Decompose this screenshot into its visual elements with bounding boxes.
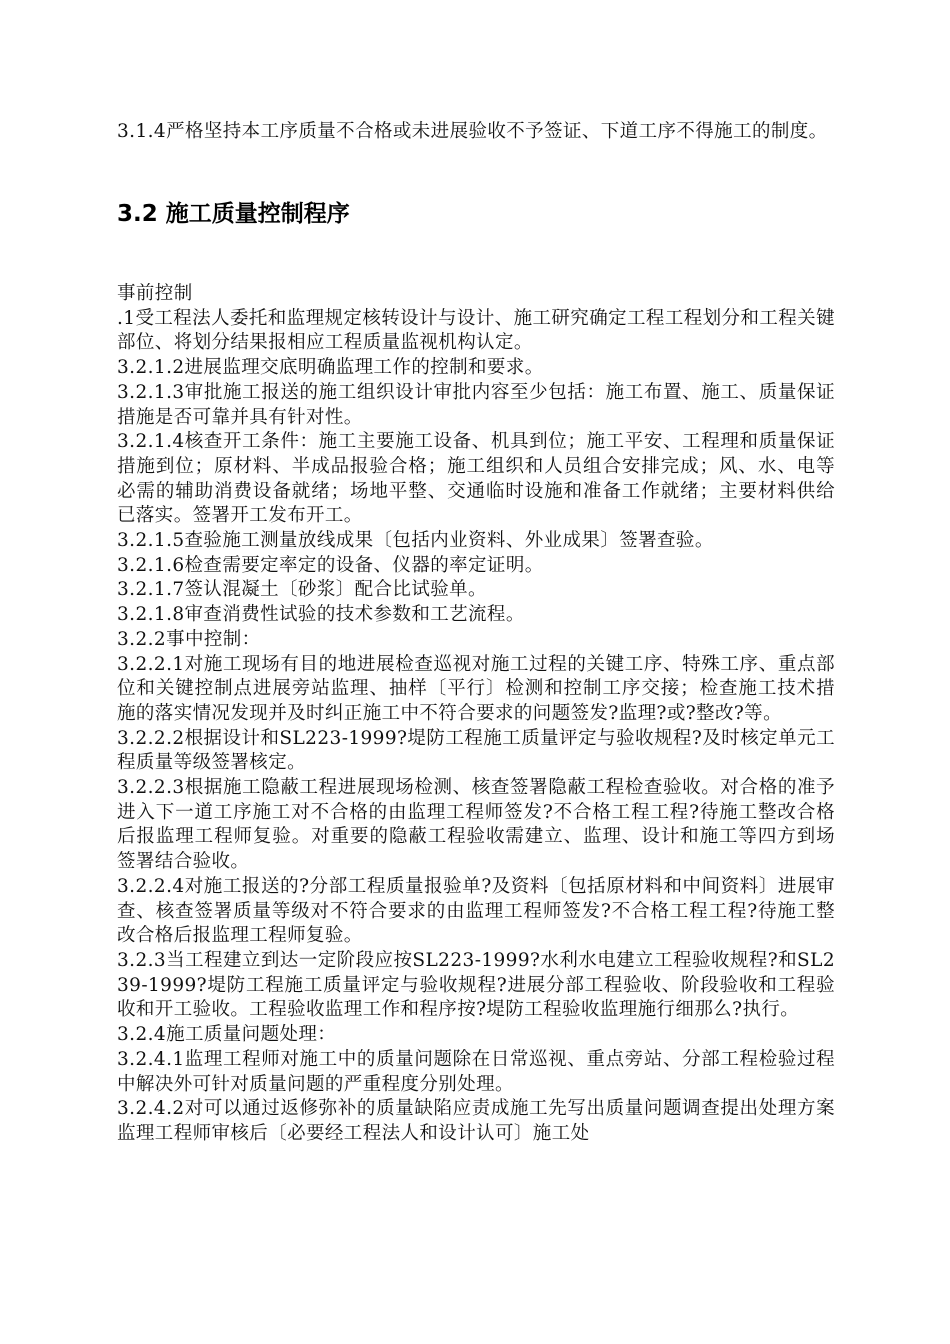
section-heading: 3.2 施工质量控制程序 bbox=[117, 201, 350, 227]
paragraph: 3.2.3当工程建立到达一定阶段应按SL223-1999?水利水电建立工程验收规程?和SL239-1999?堤防工程施工质量评定与验收规程?进展分部工程验收、阶段验收和工程验收和开工验收。工程验收监理工作和程序按?堤防工程验收监理施行细那么?执行。 bbox=[117, 949, 835, 1021]
paragraph: 3.2.4.1监理工程师对施工中的质量问题除在日常巡视、重点旁站、分部工程检验过程中解决外可针对质量问题的严重程度分别处理。 bbox=[117, 1048, 835, 1095]
paragraph: 3.2.1.2进展监理交底明确监理工作的控制和要求。 bbox=[117, 357, 544, 379]
paragraph: 事前控制 bbox=[117, 283, 193, 304]
paragraph: 3.2.1.5查验施工测量放线成果〔包括内业资料、外业成果〕签署查验。 bbox=[117, 530, 714, 552]
paragraph: 3.2.4施工质量问题处理： bbox=[117, 1024, 337, 1046]
paragraph: 3.2.1.3审批施工报送的施工组织设计审批内容至少包括：施工布置、施工、质量保证措施是否可靠并具有针对性。 bbox=[117, 381, 835, 428]
paragraph: 3.2.2.3根据施工隐蔽工程进展现场检测、核查签署隐蔽工程检查验收。对合格的准予进入下一道工序施工对不合格的由监理工程师签发?不合格工程工程?待施工整改合格后报监理工程师复验。对重要的隐蔽工程验收需建立、监理、设计和施工等四方到场签署结合验收。 bbox=[117, 777, 835, 873]
paragraph: 3.2.1.6检查需要定率定的设备、仪器的率定证明。 bbox=[117, 554, 544, 576]
paragraph: 3.2.4.2对可以通过返修弥补的质量缺陷应责成施工先写出质量问题调查提出处理方案监理工程师审核后〔必要经工程法人和设计认可〕施工处 bbox=[117, 1098, 835, 1144]
paragraph: 3.2.2.4对施工报送的?分部工程质量报验单?及资料〔包括原材料和中间资料〕进展审查、核查签署质量等级对不符合要求的由监理工程师签发?不合格工程工程?待施工整改合格后报监理工程师复验。 bbox=[117, 875, 835, 947]
section-body bbox=[117, 282, 835, 1147]
paragraph: 3.2.1.4核查开工条件：施工主要施工设备、机具到位；施工平安、工程理和质量保证措施到位；原材料、半成品报验合格；施工组织和人员组合安排完成；风、水、电等必需的辅助消费设备就绪；场地平整、交通临时设施和准备工作就绪；主要材料供给已落实。签署开工发布开工。 bbox=[117, 431, 835, 527]
paragraph: 3.2.1.7签认混凝土〔砂浆〕配合比试验单。 bbox=[117, 579, 487, 601]
paragraph: .1受工程法人委托和监理规定核转设计与设计、施工研究确定工程工程划分和工程关键部位、将划分结果报相应工程质量监视机构认定。 bbox=[117, 307, 835, 354]
intro-paragraph: 3.1.4严格坚持本工序质量不合格或未进展验收不予签证、下道工序不得施工的制度。 bbox=[117, 121, 828, 142]
paragraph: 3.2.2事中控制： bbox=[117, 628, 261, 650]
paragraph: 3.2.2.1对施工现场有目的地进展检查巡视对施工过程的关键工序、特殊工序、重点部位和关键控制点进展旁站监理、抽样〔平行〕检测和控制工序交接；检查施工技术措施的落实情况发现并及时纠正施工中不符合要求的问题签发?监理?或?整改?等。 bbox=[117, 653, 835, 724]
paragraph: 3.2.1.8审查消费性试验的技术参数和工艺流程。 bbox=[117, 604, 525, 626]
paragraph: 3.2.2.2根据设计和SL223-1999?堤防工程施工质量评定与验收规程?及时核定单元工程质量等级签署核定。 bbox=[117, 727, 835, 774]
